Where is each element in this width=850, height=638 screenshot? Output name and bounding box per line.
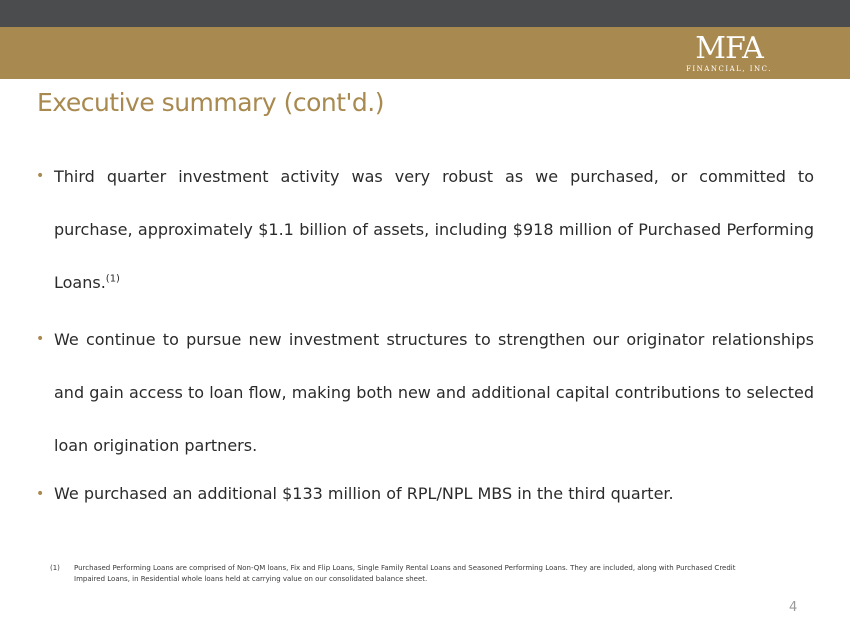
bullet-dot-icon: • <box>36 168 45 184</box>
bullet-dot-icon: • <box>36 331 45 347</box>
bullet-text: We purchased an additional $133 million of RPL/NPL MBS in the third quarter. <box>54 484 674 503</box>
footnote-text: Purchased Performing Loans are comprised of Non-QM loans, Fix and Flip Loans, Single Family Rental Loans and Seasoned Performing Loans. They are included, along with Purchased Credit Impaired Loans, in Residential whole loans held at carrying value on our consolidated balance sheet. <box>74 564 736 583</box>
bullet-item <box>36 482 814 506</box>
bullet-dot-icon: • <box>36 486 45 502</box>
footnote-ref: (1) <box>105 273 120 285</box>
bullet-text: Third quarter investment activity was very robust as we purchased, or committed to purchase, approximately $1.1 billion of assets, including $918 million of Purchased Performing Loans. <box>54 167 814 292</box>
logo-subtitle: FINANCIAL, INC. <box>686 65 772 73</box>
page-number: 4 <box>789 600 798 615</box>
bullet-item <box>36 313 814 472</box>
bullet-item <box>36 150 814 309</box>
bullet-text: We continue to pursue new investment structures to strengthen our originator relationships and gain access to loan flow, making both new and additional capital contributions to selected loan origination partners. <box>54 330 814 455</box>
page-title: Executive summary (cont'd.) <box>37 88 384 117</box>
top-dark-bar <box>0 0 850 27</box>
footnote-number: (1) <box>50 564 60 572</box>
company-logo <box>686 31 772 74</box>
footnote <box>50 563 750 585</box>
bullet-list <box>36 150 814 510</box>
logo-mark: MFA <box>695 31 763 66</box>
